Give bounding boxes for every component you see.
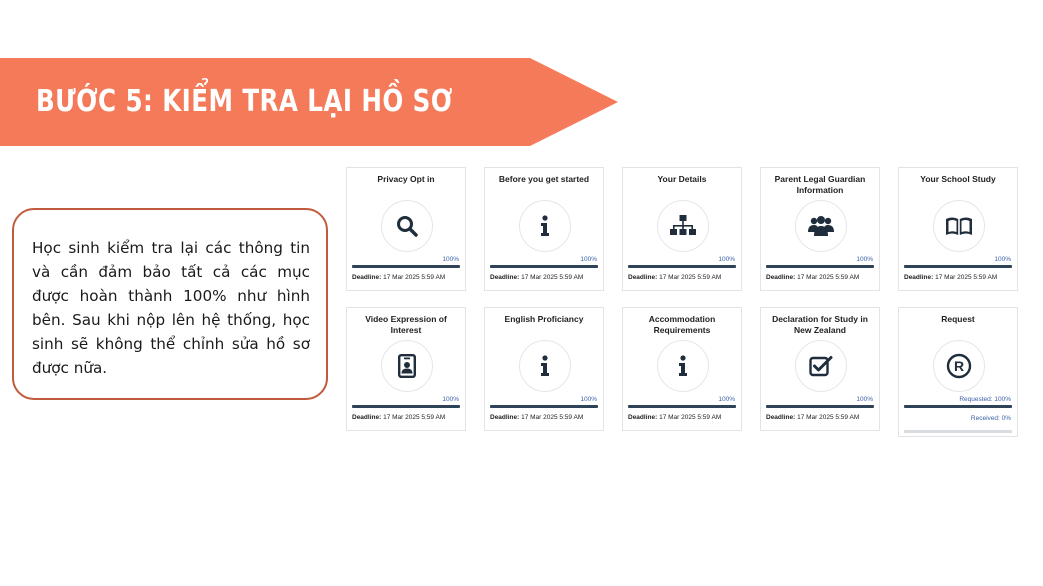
deadline-label: Deadline:: [766, 414, 796, 421]
info-icon: [519, 200, 571, 252]
progress-percent: 100%: [580, 256, 597, 263]
requested-progress-bar: [904, 405, 1012, 408]
progress-percent: 100%: [856, 256, 873, 263]
search-icon: [381, 200, 433, 252]
deadline: [490, 414, 583, 421]
tile-your-details[interactable]: [622, 167, 742, 291]
progress-percent: 100%: [994, 256, 1011, 263]
deadline: [904, 274, 997, 281]
registered-icon: [933, 340, 985, 392]
deadline-value: 17 Mar 2025 5:59 AM: [659, 274, 722, 281]
tile-title: Privacy Opt in: [377, 174, 435, 184]
tile-title: Request: [941, 314, 975, 324]
deadline-label: Deadline:: [490, 274, 520, 281]
book-icon: [933, 200, 985, 252]
instruction-note: [12, 208, 328, 400]
deadline-value: 17 Mar 2025 5:59 AM: [521, 414, 584, 421]
tile-title: Video Expression of Interest: [365, 314, 447, 335]
deadline-label: Deadline:: [904, 274, 934, 281]
deadline-value: 17 Mar 2025 5:59 AM: [521, 274, 584, 281]
progress-bar: [628, 265, 736, 268]
requested-status: Requested: 100%: [959, 396, 1011, 403]
sitemap-icon: [657, 200, 709, 252]
progress-bar: [352, 405, 460, 408]
deadline-label: Deadline:: [766, 274, 796, 281]
svg-text:R: R: [953, 358, 965, 374]
tile-request[interactable]: [898, 307, 1018, 437]
progress-bar: [490, 405, 598, 408]
tile-declaration-new-zealand[interactable]: [760, 307, 880, 431]
progress-percent: 100%: [580, 396, 597, 403]
progress-percent: 100%: [856, 396, 873, 403]
progress-percent: 100%: [442, 256, 459, 263]
info-icon: [657, 340, 709, 392]
progress-percent: 100%: [718, 396, 735, 403]
progress-bar: [490, 265, 598, 268]
tile-title: Before you get started: [498, 174, 590, 184]
deadline-label: Deadline:: [352, 274, 382, 281]
tile-english-proficiency[interactable]: [484, 307, 604, 431]
deadline-value: 17 Mar 2025 5:59 AM: [797, 274, 860, 281]
step-banner: [0, 58, 618, 146]
deadline-label: Deadline:: [628, 274, 658, 281]
deadline: [628, 274, 721, 281]
tile-accommodation-requirements[interactable]: [622, 307, 742, 431]
deadline-value: 17 Mar 2025 5:59 AM: [383, 414, 446, 421]
progress-bar: [766, 405, 874, 408]
info-icon: [519, 340, 571, 392]
progress-percent: 100%: [442, 396, 459, 403]
tile-your-school-study[interactable]: [898, 167, 1018, 291]
tile-video-expression[interactable]: [346, 307, 466, 431]
deadline-value: 17 Mar 2025 5:59 AM: [659, 414, 722, 421]
progress-bar: [628, 405, 736, 408]
deadline-value: 17 Mar 2025 5:59 AM: [797, 414, 860, 421]
tile-title: Your Details: [657, 174, 707, 184]
deadline: [628, 414, 721, 421]
deadline: [766, 414, 859, 421]
deadline: [490, 274, 583, 281]
tile-parent-legal-guardian[interactable]: [760, 167, 880, 291]
tile-title: Parent Legal Guardian Information: [774, 174, 866, 195]
users-icon: [795, 200, 847, 252]
tile-title: English Proficiancy: [504, 314, 584, 324]
progress-percent: 100%: [718, 256, 735, 263]
id-badge-icon: [381, 340, 433, 392]
deadline-value: 17 Mar 2025 5:59 AM: [383, 274, 446, 281]
deadline: [352, 274, 445, 281]
tile-title: Accommodation Requirements: [648, 314, 716, 335]
deadline-label: Deadline:: [628, 414, 658, 421]
tile-privacy-opt-in[interactable]: [346, 167, 466, 291]
deadline: [766, 274, 859, 281]
deadline-value: 17 Mar 2025 5:59 AM: [935, 274, 998, 281]
tile-title: Your School Study: [920, 174, 996, 184]
deadline-label: Deadline:: [490, 414, 520, 421]
received-status: Received: 0%: [970, 415, 1011, 422]
banner-title: BƯỚC 5: KIỂM TRA LẠI HỒ SƠ: [36, 84, 453, 119]
progress-bar: [904, 265, 1012, 268]
tile-before-you-get-started[interactable]: [484, 167, 604, 291]
deadline-label: Deadline:: [352, 414, 382, 421]
deadline: [352, 414, 445, 421]
progress-bar: [766, 265, 874, 268]
received-progress-bar: [904, 430, 1012, 433]
progress-bar: [352, 265, 460, 268]
instruction-text: Học sinh kiểm tra lại các thông tin và cần đảm bảo tất cả các mục được hoàn thành 100% như hình bên. Sau khi nộp lên hệ thống, học sinh sẽ không thể chỉnh sửa hồ sơ được nữa.: [32, 239, 310, 377]
tile-title: Declaration for Study in New Zealand: [772, 314, 868, 335]
checkbox-icon: [795, 340, 847, 392]
